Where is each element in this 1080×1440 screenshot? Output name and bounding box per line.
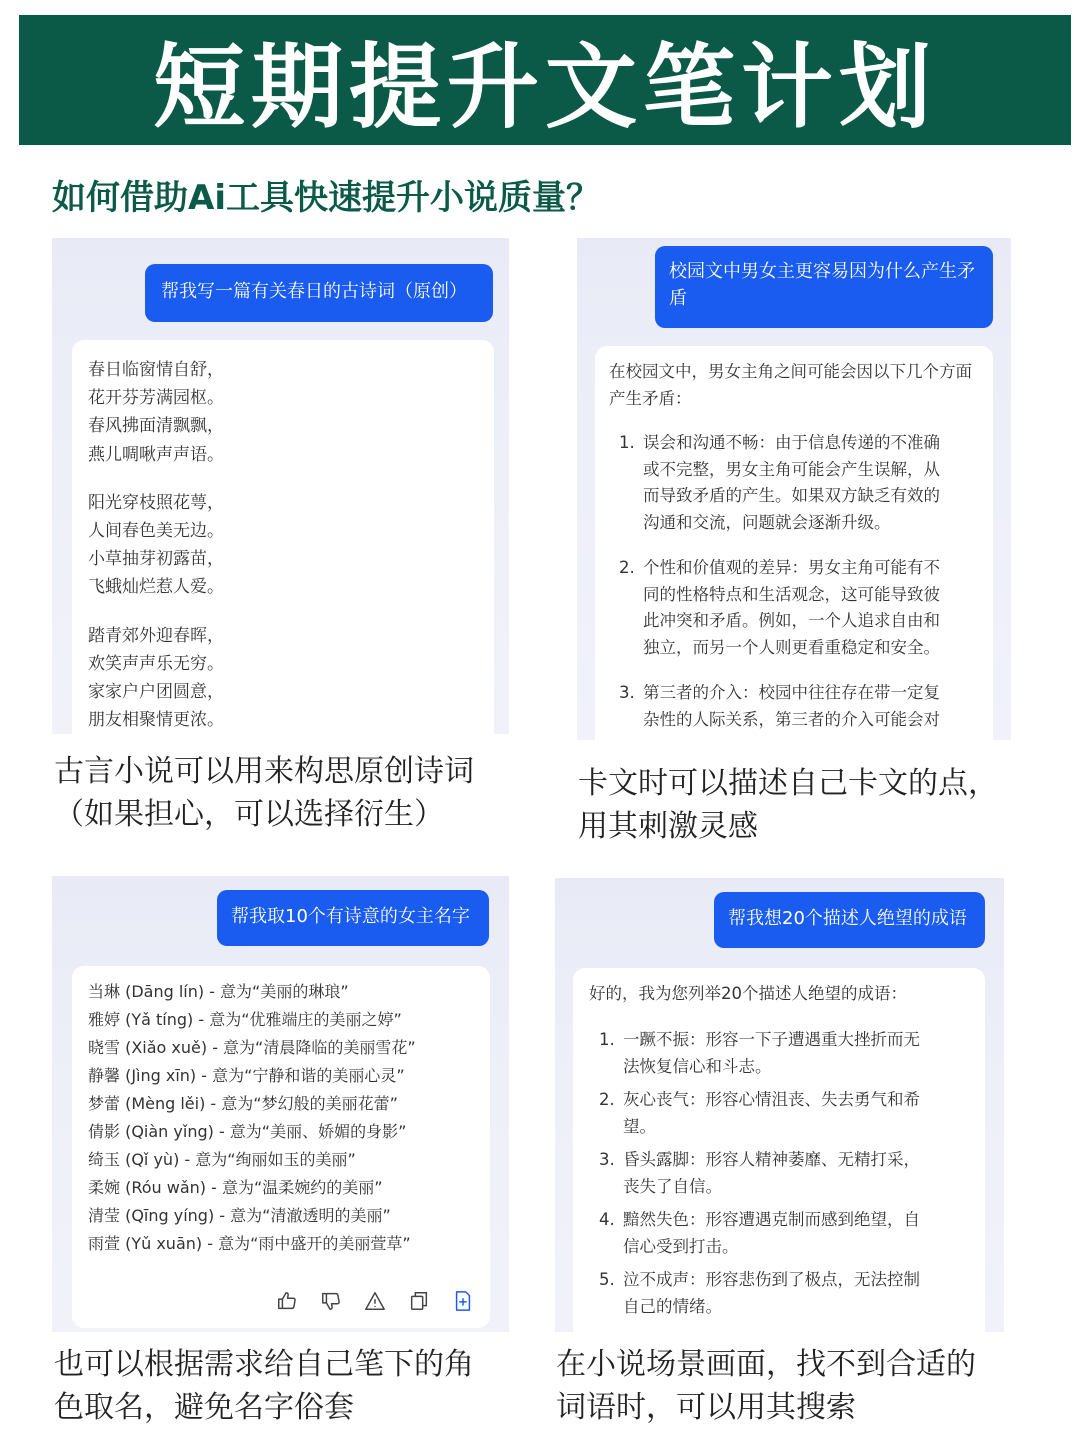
user-prompt-text: 帮我写一篇有关春日的古诗词（原创） (161, 281, 467, 302)
list-line: 而导致矛盾的产生。如果双方缺乏有效的 (643, 486, 940, 505)
list-line: 自己的情绪。 (623, 1297, 722, 1316)
ai-response-card (72, 340, 494, 734)
title-banner (19, 15, 1071, 145)
poem-line: 朋友相聚情更浓。 (88, 710, 224, 731)
list-number: 2. (599, 1090, 615, 1109)
poem-line: 阳光穿枝照花萼， (88, 492, 224, 513)
user-prompt-bubble (714, 892, 985, 948)
name-entry: 当琳 (Dāng lín) - 意为“美丽的琳琅” (88, 982, 349, 1001)
caption-line: 在小说场景画面，找不到合适的 (556, 1347, 976, 1382)
name-entry: 静馨 (Jìng xīn) - 意为“宁静和谐的美丽心灵” (88, 1066, 405, 1085)
poem-line: 春风拂面清飘飘， (88, 416, 224, 437)
caption-line: 卡文时可以描述自己卡文的点， (578, 766, 998, 801)
list-line: 此冲突和矛盾。例如，一个人追求自由和 (643, 611, 940, 630)
ai-response-card (72, 966, 490, 1328)
list-number: 2. (619, 558, 635, 577)
name-entry: 晓雪 (Xiǎo xuě) - 意为“清晨降临的美丽雪花” (88, 1038, 416, 1057)
list-line: 法恢复信心和斗志。 (623, 1057, 772, 1076)
chat-screenshot-poem (52, 238, 509, 734)
page-subtitle: 如何借助Ai工具快速提升小说质量？ (52, 178, 600, 218)
list-line: 独立，而另一个人则更看重稳定和安全。 (643, 637, 940, 657)
chat-screenshot-idioms (555, 878, 1004, 1332)
list-line: 望。 (623, 1117, 656, 1136)
thumbs-down-icon[interactable] (320, 1290, 342, 1312)
list-item (589, 1146, 969, 1200)
list-line: 第三者的介入：校园中往往存在带一定复 (643, 683, 940, 702)
list-line: 或不完整，男女主角可能会产生误解，从 (643, 459, 940, 479)
list-line: 沟通和交流，问题就会逐渐升级。 (643, 512, 891, 532)
chat-screenshot-conflict (577, 238, 1011, 740)
poem-stanza (88, 356, 478, 469)
user-prompt-text: 帮我想20个描述人绝望的成语 (728, 908, 967, 929)
list-item (609, 680, 979, 733)
list-item (589, 1026, 969, 1080)
caption-idioms (556, 1343, 1036, 1429)
response-intro: 好的，我为您列举20个描述人绝望的成语： (589, 984, 907, 1003)
list-item (589, 1206, 969, 1260)
poem-line: 春日临窗情自舒， (88, 360, 224, 380)
user-prompt-bubble (655, 246, 993, 328)
caption-line: 词语时，可以用其搜索 (556, 1390, 856, 1425)
ai-response-card (595, 346, 993, 740)
response-list (609, 430, 979, 733)
caption-poem (54, 750, 514, 836)
user-prompt-bubble (217, 890, 489, 946)
caption-line: 用其刺激灵感 (578, 809, 758, 844)
list-line: 黯然失色：形容遭遇克制而感到绝望，自 (623, 1210, 920, 1229)
caption-line: 色取名，避免名字俗套 (54, 1390, 354, 1425)
poem-line: 飞蛾灿烂惹人爱。 (88, 577, 224, 598)
name-entry: 绮玉 (Qǐ yù) - 意为“绚丽如玉的美丽” (88, 1150, 356, 1169)
poem-stanza (88, 622, 478, 734)
thumbs-up-icon[interactable] (276, 1290, 298, 1312)
caption-line: （如果担心，可以选择衍生） (54, 797, 444, 832)
list-line: 同的性格特点和生活观念，这可能导致彼 (643, 584, 940, 604)
poem-line: 踏青郊外迎春晖， (88, 625, 224, 646)
list-number: 4. (599, 1210, 615, 1229)
user-prompt-text: 校园文中男女主更容易因为什么产生矛盾 (669, 261, 975, 309)
list-item (609, 430, 979, 536)
name-entry: 雨萱 (Yǔ xuān) - 意为“雨中盛开的美丽萱草” (88, 1234, 411, 1253)
name-entry: 清莹 (Qīng yíng) - 意为“清澈透明的美丽” (88, 1206, 391, 1225)
response-list (589, 1026, 969, 1320)
name-entry: 梦蕾 (Mèng lěi) - 意为“梦幻般的美丽花蕾” (88, 1094, 398, 1113)
warning-icon[interactable] (364, 1290, 386, 1312)
caption-line: 古言小说可以用来构思原创诗词 (54, 754, 474, 789)
list-line: 丧失了自信。 (623, 1177, 722, 1196)
list-line: 信心受到打击。 (623, 1237, 739, 1256)
list-item (609, 555, 979, 661)
list-line: 灰心丧气：形容心情沮丧、失去勇气和希 (623, 1090, 920, 1109)
list-number: 1. (599, 1030, 615, 1049)
list-line: 个性和价值观的差异：男女主角可能有不 (643, 558, 940, 577)
name-entry: 倩影 (Qiàn yǐng) - 意为“美丽、娇媚的身影” (88, 1122, 407, 1141)
poem-line: 家家户户团圆意， (88, 682, 224, 703)
list-line: 泣不成声：形容悲伤到了极点，无法控制 (623, 1270, 920, 1289)
poem-line: 小草抽芽初露苗， (88, 549, 224, 570)
response-intro: 在校园文中，男女主角之间可能会因以下几个方面产生矛盾： (609, 362, 972, 408)
list-line: 杂性的人际关系，第三者的介入可能会对 (643, 709, 940, 729)
name-entry: 雅婷 (Yǎ tíng) - 意为“优雅端庄的美丽之婷” (88, 1010, 402, 1029)
list-line: 误会和沟通不畅：由于信息传递的不准确 (643, 433, 940, 452)
list-number: 5. (599, 1270, 615, 1289)
poem-stanza (88, 489, 478, 602)
list-item (589, 1266, 969, 1320)
poem-line: 欢笑声声乐无穷。 (88, 653, 224, 674)
export-icon[interactable] (452, 1290, 474, 1312)
user-prompt-bubble (145, 264, 493, 322)
list-item (589, 1086, 969, 1140)
user-prompt-text: 帮我取10个有诗意的女主名字 (231, 906, 470, 927)
list-number: 3. (599, 1150, 615, 1169)
ai-response-card (573, 968, 985, 1332)
caption-conflict (578, 762, 1058, 848)
poem-line: 燕儿啁啾声声语。 (88, 444, 224, 465)
page-title: 短期提升文笔计划 (152, 34, 937, 141)
caption-line: 也可以根据需求给自己笔下的角 (54, 1347, 474, 1382)
list-line: 一蹶不振：形容一下子遭遇重大挫折而无 (623, 1030, 920, 1049)
caption-names (54, 1343, 524, 1429)
copy-icon[interactable] (408, 1290, 430, 1312)
poem-line: 花开芬芳满园枢。 (88, 388, 224, 409)
list-number: 1. (619, 433, 635, 452)
list-line: 昏头露脚：形容人精神萎靡、无精打采， (623, 1150, 920, 1169)
response-toolbar (276, 1290, 474, 1312)
chat-screenshot-names (52, 876, 509, 1332)
list-number: 3. (619, 683, 635, 702)
poem-line: 人间春色美无边。 (88, 521, 224, 542)
name-entry: 柔婉 (Róu wǎn) - 意为“温柔婉约的美丽” (88, 1178, 383, 1197)
